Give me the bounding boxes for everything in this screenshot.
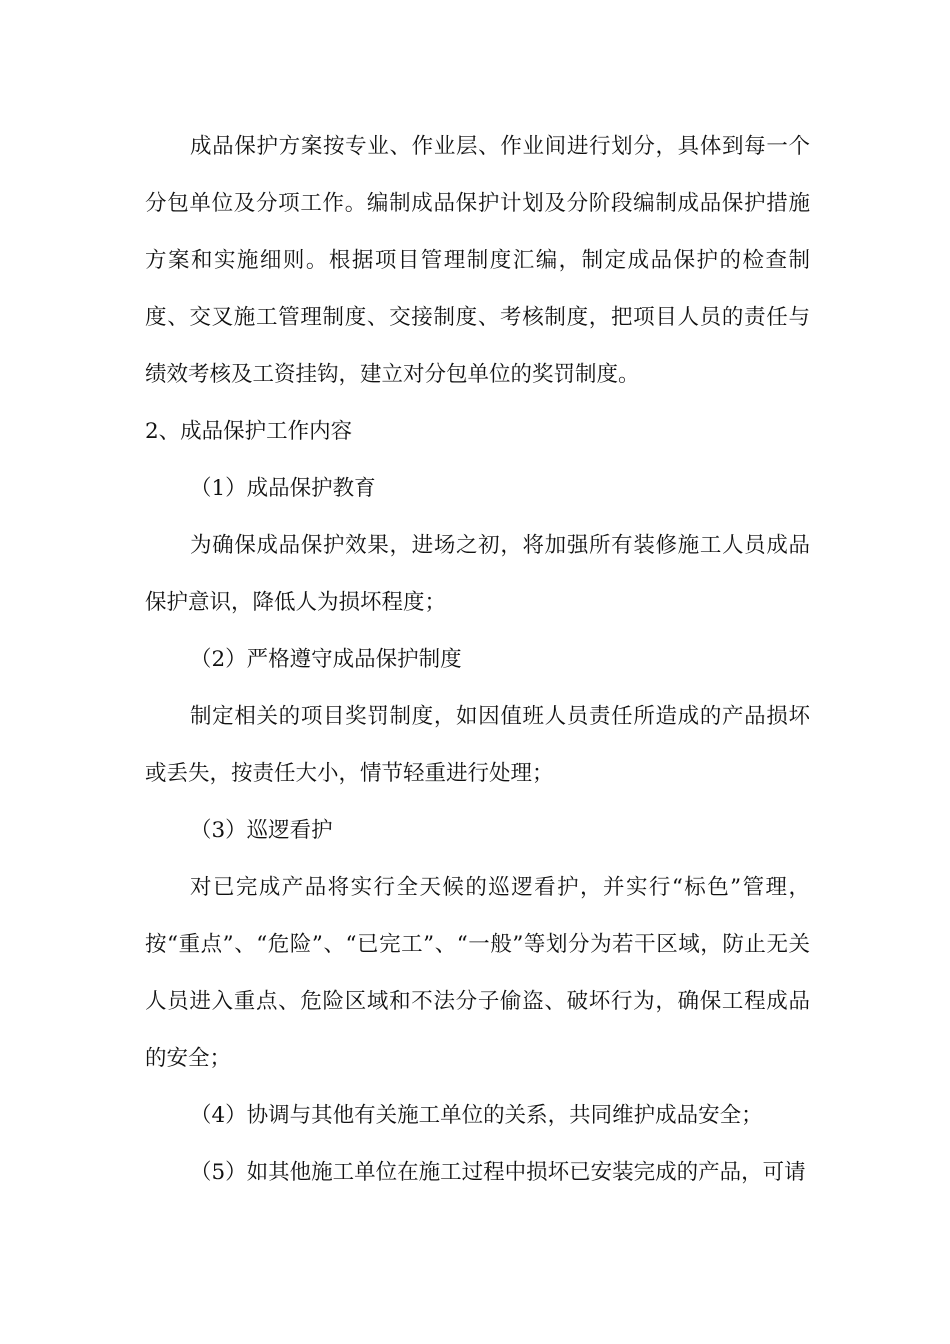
subheading-strict-compliance: （2）严格遵守成品保护制度	[190, 647, 462, 672]
paragraph-protection-plan: 成品保护方案按专业、作业层、作业间进行划分，具体到每一个分包单位及分项工作。编制成品保护计划及分阶段编制成品保护措施方案和实施细则。根据项目管理制度汇编，制定成品保护的检查制度、交叉施工管理制度、交接制度、考核制度，把项目人员的责任与绩效考核及工资挂钩，建立对分包单位的奖罚制度。	[145, 134, 810, 387]
paragraph-education: 为确保成品保护效果，进场之初，将加强所有装修施工人员成品保护意识，降低人为损坏程度；	[145, 533, 810, 615]
list-item-coordination: （4）协调与其他有关施工单位的关系，共同维护成品安全；	[190, 1103, 763, 1128]
document-body	[145, 118, 810, 1201]
paragraph-reward-penalty: 制定相关的项目奖罚制度，如因值班人员责任所造成的产品损坏或丢失，按责任大小，情节轻重进行处理；	[145, 704, 810, 786]
subheading-patrol-guard: （3）巡逻看护	[190, 818, 333, 843]
subheading-protection-education: （1）成品保护教育	[190, 476, 376, 501]
list-item-damage-claim: （5）如其他施工单位在施工过程中损坏已安装完成的产品，可请	[190, 1160, 806, 1185]
section-heading-work-content: 2、成品保护工作内容	[145, 419, 353, 444]
paragraph-patrol: 对已完成产品将实行全天候的巡逻看护，并实行“标色”管理，按“重点”、“危险”、“已完工”、“一般”等划分为若干区域，防止无关人员进入重点、危险区域和不法分子偷盗、破坏行为，确保工程成品的安全；	[145, 875, 810, 1071]
